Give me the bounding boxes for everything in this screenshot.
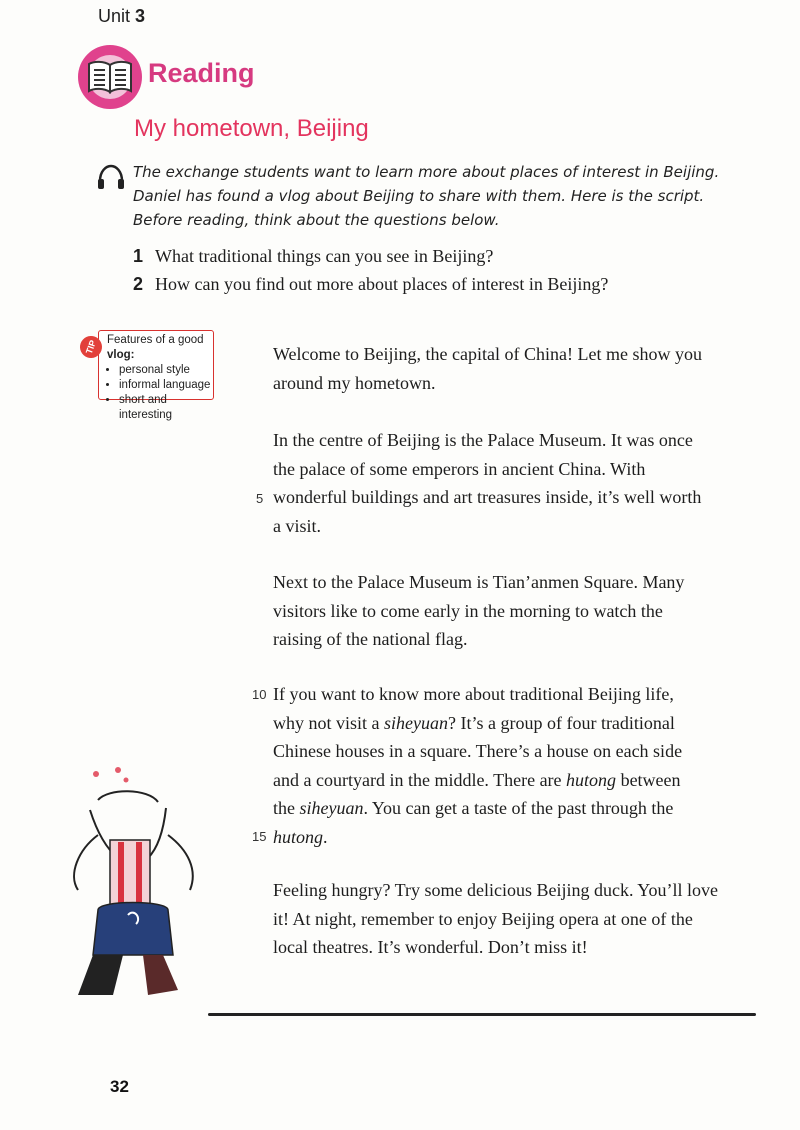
question-list (133, 242, 608, 298)
passage-line: it! At night, remember to enjoy Beijing opera at one of the (273, 908, 693, 929)
section-label: Reading (148, 58, 255, 88)
passage-paragraph-1: Welcome to Beijing, the capital of China! Let me show you around my hometown. (273, 344, 702, 393)
unit-label: Unit (98, 6, 131, 26)
question-number: 1 (133, 246, 144, 266)
passage-line: If you want to know more about traditional Beijing life, (273, 684, 674, 704)
line-number-5: 5 (256, 491, 264, 506)
passage-line: hutong. (273, 826, 328, 847)
passage-paragraph-2 (273, 426, 753, 540)
line-number-10: 10 (252, 687, 267, 702)
page-title: My hometown, Beijing (134, 115, 369, 142)
unit-header (98, 6, 145, 27)
passage-line: and a courtyard in the middle. There are hutong between (273, 769, 681, 790)
passage-line: why not visit a siheyuan? It’s a group of four traditional (273, 712, 675, 733)
tip-title: Features of a good vlog: (107, 334, 204, 361)
unit-number: 3 (135, 6, 146, 26)
question-number: 2 (133, 274, 144, 294)
passage-paragraph-4 (273, 680, 753, 851)
passage-line: In the centre of Beijing is the Palace Museum. It was once (273, 430, 693, 450)
headphones-icon[interactable] (96, 163, 126, 196)
tip-item: • short and interesting (119, 393, 213, 423)
passage-line: local theatres. It’s wonderful. Don’t miss it! (273, 937, 588, 957)
book-icon (78, 45, 142, 109)
passage-line: the siheyuan. You can get a taste of the past through the (273, 798, 674, 818)
question-item (133, 270, 608, 298)
tip-badge: TIP (77, 333, 105, 361)
question-text: What traditional things can you see in Beijing? (155, 246, 494, 266)
tip-box (98, 330, 214, 421)
passage-line: a visit. (273, 515, 321, 536)
passage-line: the palace of some emperors in ancient China. With (273, 458, 646, 479)
intro-text: The exchange students want to learn more about places of interest in Beijing. Daniel has found a vlog about Beijing to share with them. Here is the script. Before reading, think about the questions below. (133, 163, 720, 229)
passage-line: raising of the national flag. (273, 629, 468, 649)
line-number-15: 15 (252, 829, 267, 844)
passage-line: visitors like to come early in the morning to watch the (273, 600, 663, 621)
tip-item: • personal style (119, 363, 213, 378)
passage-line: wonderful buildings and art treasures inside, it’s well worth (273, 487, 702, 507)
passage-line: Next to the Palace Museum is Tian’anmen Square. Many (273, 572, 685, 592)
passage-line: Chinese houses in a square. There’s a house on each side (273, 741, 683, 761)
tip-list (107, 363, 213, 423)
passage-paragraph-5 (273, 876, 753, 962)
tip-item: • informal language (119, 378, 213, 393)
question-item (133, 242, 608, 270)
page-number: 32 (110, 1077, 129, 1096)
passage-line: Feeling hungry? Try some delicious Beijing duck. You’ll love (273, 880, 718, 900)
passage-divider (208, 1013, 756, 1016)
question-text: How can you find out more about places of interest in Beijing? (155, 274, 609, 294)
opera-performer-illustration (38, 740, 218, 1010)
passage-paragraph-3 (273, 568, 753, 654)
